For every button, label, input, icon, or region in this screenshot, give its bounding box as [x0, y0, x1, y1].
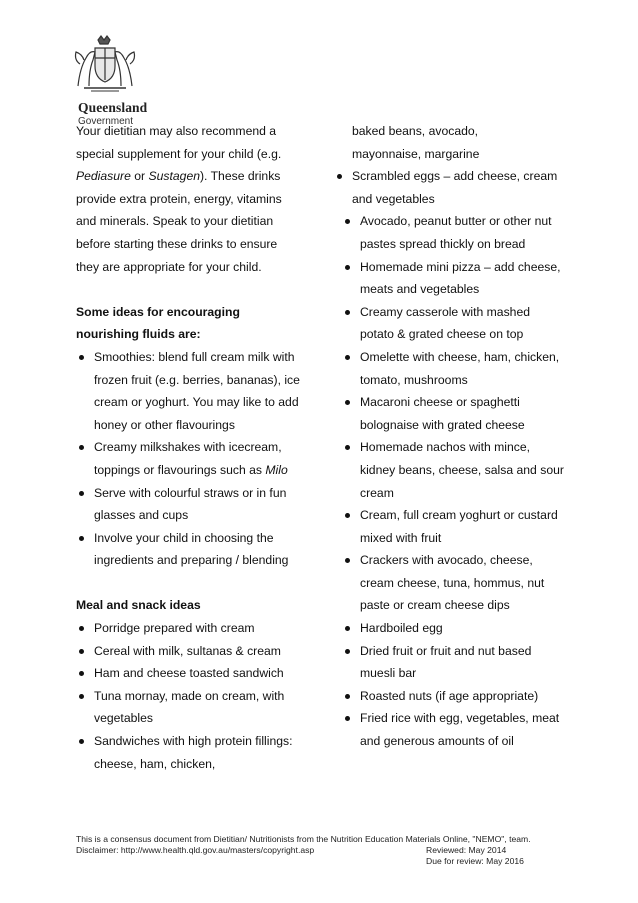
continued-line: baked beans, avocado,	[352, 124, 479, 138]
left-column	[76, 120, 316, 775]
intro-line: before starting these drinks to ensure	[76, 236, 278, 251]
list-item: Ham and cheese toasted sandwich	[76, 662, 316, 685]
fluids-heading: nourishing fluids are:	[76, 327, 201, 342]
fluids-heading: Some ideas for encouraging	[76, 304, 240, 319]
list-item: Homemade mini pizza – add cheese, meats and vegetables	[342, 256, 566, 301]
pediasure-name: Pediasure	[76, 169, 131, 184]
disclaimer-link[interactable]: Disclaimer: http://www.health.qld.gov.au/masters/copyright.asp	[76, 845, 315, 856]
queensland-coat-of-arms-icon	[64, 34, 146, 98]
list-item: Roasted nuts (if age appropriate)	[342, 685, 566, 708]
list-item: Macaroni cheese or spaghetti bolognaise with grated cheese	[342, 391, 566, 436]
intro-tail: ). These drinks	[200, 169, 281, 184]
queensland-government-logo	[64, 34, 146, 126]
intro-line: they are appropriate for your child.	[76, 259, 262, 274]
list-item: Fried rice with egg, vegetables, meat and generous amounts of oil	[342, 707, 566, 752]
footer-disclaimer-row	[76, 845, 576, 856]
list-item: Creamy casserole with mashed potato & grated cheese on top	[342, 301, 566, 346]
footer-consensus: This is a consensus document from Dietitian/ Nutritionists from the Nutrition Education Materials Online, "NEMO", team.	[76, 834, 531, 844]
list-item: Serve with colourful straws or in fun glasses and cups	[76, 482, 316, 527]
sustagen-name: Sustagen	[148, 169, 200, 184]
meal-heading: Meal and snack ideas	[76, 598, 201, 613]
due-date: Due for review: May 2016	[426, 856, 524, 867]
org-subtitle: Government	[78, 116, 134, 127]
intro-line	[76, 165, 316, 188]
list-item: Tuna mornay, made on cream, with vegetables	[76, 685, 316, 730]
intro-line: and minerals. Speak to your dietitian	[76, 214, 274, 229]
list-item: Homemade nachos with mince, kidney beans, cheese, salsa and sour cream	[342, 436, 566, 504]
footer	[76, 834, 576, 867]
list-item-text: Creamy milkshakes with icecream, toppings or flavourings such as	[94, 440, 282, 477]
list-item: Crackers with avocado, cheese, cream cheese, tuna, hommus, nut paste or cream cheese dips	[342, 549, 566, 617]
list-item: Cream, full cream yoghurt or custard mixed with fruit	[342, 504, 566, 549]
list-item: Sandwiches with high protein fillings: cheese, ham, chicken,	[76, 730, 316, 775]
meal-list	[76, 617, 316, 775]
list-item: Cereal with milk, sultanas & cream	[76, 640, 316, 663]
milo-name: Milo	[265, 462, 288, 477]
intro-line: special supplement for your child (e.g.	[76, 146, 282, 161]
intro-line: Your dietitian may also recommend a	[76, 124, 277, 138]
list-item: Avocado, peanut butter or other nut pastes spread thickly on bread	[342, 210, 566, 255]
meal-list-indented	[334, 210, 566, 752]
list-item: Omelette with cheese, ham, chicken, tomato, mushrooms	[342, 346, 566, 391]
list-item: Involve your child in choosing the ingredients and preparing / blending	[76, 527, 316, 572]
list-item: Hardboiled egg	[342, 617, 566, 640]
fluids-list	[76, 346, 316, 572]
list-item: Smoothies: blend full cream milk with frozen fruit (e.g. berries, bananas), ice cream or yoghurt. You may like to add honey or other flavourings	[76, 346, 316, 436]
list-item: Scrambled eggs – add cheese, cream and vegetables	[334, 165, 566, 210]
meal-list-continued	[334, 165, 566, 210]
org-name: Queensland	[78, 100, 148, 115]
intro-line: provide extra protein, energy, vitamins	[76, 191, 282, 206]
continued-line: mayonnaise, margarine	[352, 146, 480, 161]
reviewed-date: Reviewed: May 2014	[426, 845, 507, 856]
list-item: Porridge prepared with cream	[76, 617, 316, 640]
list-item: Dried fruit or fruit and nut based muesli bar	[342, 640, 566, 685]
intro-or: or	[130, 169, 149, 184]
list-item	[76, 436, 316, 481]
right-column	[334, 120, 566, 753]
